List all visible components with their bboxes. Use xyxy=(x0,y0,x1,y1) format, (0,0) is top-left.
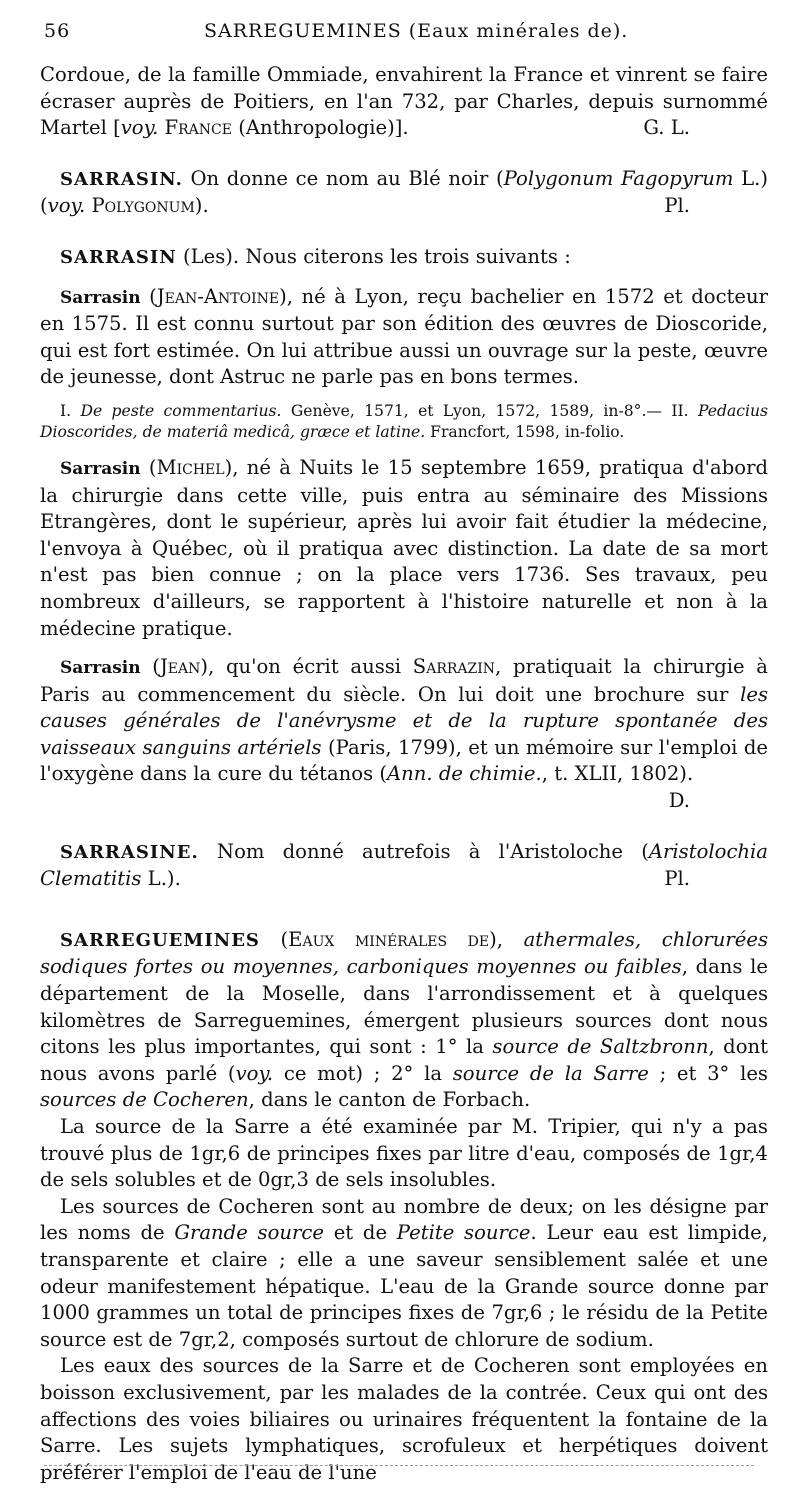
source-name: Grande source xyxy=(174,1221,324,1245)
first-name: Jean-Antoine xyxy=(156,284,280,308)
source-name: source de la Sarre xyxy=(452,1061,649,1085)
paragraph-text: et de xyxy=(323,1221,397,1245)
person-name: Sarrasin xyxy=(60,458,141,479)
entry-text: ce mot) ; 2° la xyxy=(273,1061,453,1085)
running-head: SARREGUEMINES (Eaux minérales de). xyxy=(204,20,629,42)
entry-text: ). xyxy=(194,194,209,218)
entry-sarrasin-les xyxy=(40,244,768,272)
person-name: Sarrasin xyxy=(60,658,141,679)
entry-text: , dans le département de la Moselle, dans l'arrondissement et à quelques kilomètres de Sarreguemines, émergent plusieurs sources dont nous citons les plus importantes, qui sont : 1° la xyxy=(40,955,768,1059)
entry-text: Nom donné autrefois à l'Aristoloche ( xyxy=(198,839,649,863)
entry-headword: SARRASINE. xyxy=(60,841,199,863)
paragraph-text: (Anthropologie)]. xyxy=(231,116,409,140)
latin-name: Polygonum Fagopyrum xyxy=(503,166,734,190)
author-signature: Pl. xyxy=(664,867,690,891)
text-body xyxy=(40,62,768,1486)
first-name: Jean xyxy=(159,655,201,679)
entry-text: ), xyxy=(489,927,524,951)
water-classification: athermales, chlorurées sodiques fortes ou moyennes, carboniques moyennes ou faibles xyxy=(40,927,768,979)
entry-text: ), qu'on écrit aussi xyxy=(200,655,413,679)
page-number: 56 xyxy=(44,20,71,42)
subentry-michel xyxy=(40,455,768,642)
entry-text: ), né à Lyon, reçu bachelier en 1572 et docteur en 1575. Il est connu surtout par son édition des œuvres de Dioscoride, qui est fort estimée. On lui attribue aussi un ouvrage sur la peste, œuvre de jeunesse, dont Astruc ne parle pas en bons termes. xyxy=(40,284,769,389)
entry-sarrasin xyxy=(40,166,768,220)
entry-text: , pratiquait la chirurgie à Paris au commencement du siècle. On lui doit une brochure sur xyxy=(40,655,768,706)
cross-reference: voy. xyxy=(47,194,86,218)
biblio-text: I. xyxy=(60,401,81,420)
entry-text: L.). xyxy=(141,867,181,891)
biblio-text: Francfort, 1598, in-folio. xyxy=(425,422,625,441)
entry-text: ( xyxy=(140,655,160,679)
paragraph-sarre-analysis: La source de la Sarre a été examinée par M. Tripier, qui n'y a pas trouvé plus de 1gr,6 de principes fixes par litre d'eau, composés de 1gr,4 de sels solubles et de 0gr,3 de sels insolubles. xyxy=(40,1115,768,1192)
source-name: source de Saltzbronn xyxy=(492,1035,709,1059)
source-name: Petite source xyxy=(396,1221,531,1245)
person-name: Sarrasin xyxy=(60,287,141,308)
entry-headword: SARRASIN. xyxy=(60,168,183,190)
work-title: Ann. de chimie. xyxy=(387,762,542,786)
page-header xyxy=(44,20,764,46)
entry-text: ), né à Nuits le 15 septembre 1659, pratiqua d'abord la chirurgie dans cette ville, puis entra au séminaire des Missions Etrangères, dont le supérieur, après lui avoir fait étudier la médecine, l'envoya à Québec, où il pratiqua avec distinction. La date de sa mort n'est pas bien connue ; on la place vers 1736. Ses travaux, peu nombreux d'ailleurs, se rapportent à l'histoire naturelle et non à la médecine pratique. xyxy=(40,455,768,640)
entry-text: , t. XLII, 1802). xyxy=(541,762,694,786)
entry-sarrasine xyxy=(40,839,768,893)
paragraph-text: . Leur eau est limpide, transparente et claire ; elle a une saveur sensiblement salée et une odeur manifestement hépatique. L'eau de la Grande source donne par 1000 grammes un total de principes fixes de 7gr,6 ; le résidu de la Petite source est de 7gr,2, composés surtout de chlorure de sodium. xyxy=(40,1221,768,1351)
continuation-paragraph xyxy=(40,62,768,142)
cross-reference: France xyxy=(164,116,232,140)
work-title: De peste commentarius. xyxy=(80,401,282,420)
cross-reference: voy. xyxy=(235,1061,274,1085)
paragraph-usage: Les eaux des sources de la Sarre et de Cocheren sont employées en boisson exclusivement, par les malades de la contrée. Ceux qui ont des affections des voies biliaires ou urinaires fréquentent la fontaine de la Sarre. Les sujets lymphatiques, scrofuleux et herpétiques doivent préférer l'emploi de l'eau de l'une xyxy=(40,1354,768,1484)
entry-headword: SARREGUEMINES xyxy=(60,929,260,951)
entry-text: ( xyxy=(259,927,289,951)
entry-text: , dont nous avons parlé ( xyxy=(40,1035,768,1085)
author-signature: D. xyxy=(668,789,690,813)
latin-name: Aristolochia Clematitis xyxy=(40,839,768,891)
entry-text: ( xyxy=(140,284,157,308)
entry-subtitle: Eaux minérales de xyxy=(288,927,490,951)
subentry-jean xyxy=(40,654,769,813)
entry-headword: SARRASIN xyxy=(60,246,177,268)
entry-text: , dans le canton de Forbach. xyxy=(248,1088,531,1112)
entry-text: L.) ( xyxy=(40,166,768,218)
source-name: sources de Cocheren xyxy=(40,1088,249,1112)
cross-reference: Polygonum xyxy=(85,194,195,218)
entry-text: On donne ce nom au Blé noir ( xyxy=(182,166,504,190)
paragraph-text: Cordoue, de la famille Ommiade, envahirent la France et vinrent se faire écraser auprès de Poitiers, en l'an 732, par Charles, depuis surnommé Martel [ xyxy=(40,63,768,140)
biblio-text: Genève, 1571, et Lyon, 1572, 1589, in-8°.— II. xyxy=(281,401,698,420)
cross-reference: voy. xyxy=(120,116,159,140)
footer-rule xyxy=(44,1465,754,1466)
bibliography xyxy=(40,401,768,443)
author-signature: G. L. xyxy=(643,116,690,140)
paragraph-cocheren xyxy=(40,1194,768,1354)
alternate-name: Sarrazin xyxy=(412,655,496,679)
entry-sarreguemines xyxy=(40,927,768,1114)
entry-text: (Paris, 1799), et un mémoire sur l'emploi de l'oxygène dans la cure du tétanos ( xyxy=(40,735,769,786)
entry-text: ( xyxy=(140,455,157,479)
subentry-jean-antoine xyxy=(40,284,768,391)
author-signature: Pl. xyxy=(664,194,690,218)
first-name: Michel xyxy=(156,455,225,479)
entry-text: ; et 3° les xyxy=(648,1061,768,1085)
work-title: les causes générales de l'anévrysme et de la rupture spontanée des vaisseaux sanguins artériels xyxy=(40,682,768,759)
entry-text: (Les). Nous citerons les trois suivants : xyxy=(176,244,571,268)
paragraph-text: Les sources de Cocheren sont au nombre de deux; on les désigne par les noms de xyxy=(40,1194,768,1245)
work-title: Pedacius Dioscorides, de materiâ medicâ, græce et latine. xyxy=(40,401,769,441)
